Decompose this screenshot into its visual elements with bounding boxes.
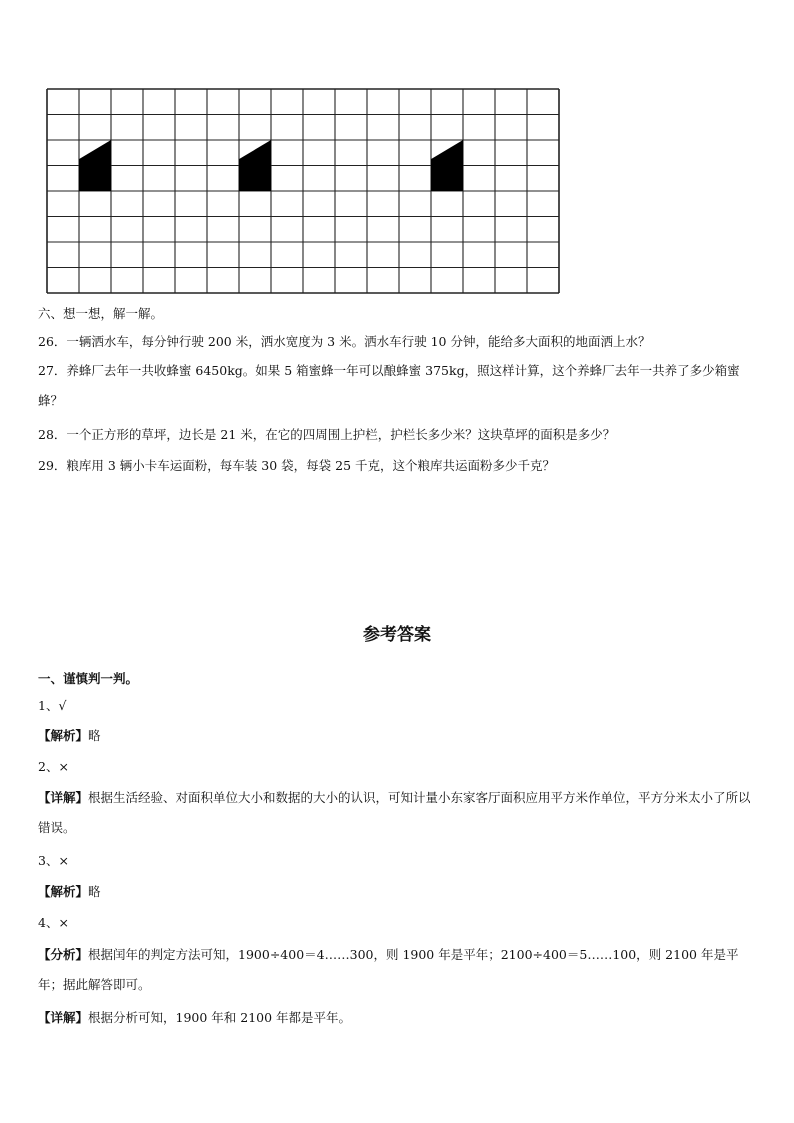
note-label: 【解析】 [38,728,89,743]
question-text: 养蜂厂去年一共收蜂蜜 6450kg。如果 5 箱蜜蜂一年可以酿蜂蜜 375kg，照这样计算，这个养蜂厂去年一共养了多少箱蜜蜂？ [38,363,740,408]
trapezoid-shape [79,140,111,191]
answer-4-mark: 4、× [38,915,69,930]
question-number: 27． [38,363,67,378]
answer-1-note [38,727,760,745]
note-label: 【详解】 [38,790,89,805]
answers-title: 参考答案 [363,625,431,645]
question-26 [38,333,760,351]
section6-heading: 六、想一想，解一解。 [38,306,164,321]
trapezoid-shape [239,140,271,191]
answers-section1-heading: 一、谨慎判一判。 [38,671,139,686]
question-27 [38,356,760,416]
question-number: 28． [38,427,67,442]
note-text: 根据闰年的判定方法可知，1900÷400＝4……300，则 1900 年是平年；2100÷400＝5……100，则 2100 年是平年；据此解答即可。 [38,947,739,992]
answer-4-analysis [38,940,760,1000]
question-29 [38,457,760,475]
grid-drawing [46,88,564,294]
note-text: 根据分析可知，1900 年和 2100 年都是平年。 [88,1010,352,1025]
square-grid-figure [46,88,564,294]
note-label: 【分析】 [38,947,89,962]
question-text: 一辆洒水车，每分钟行驶 200 米，洒水宽度为 3 米。洒水车行驶 10 分钟，能给多大面积的地面洒上水？ [66,334,651,349]
note-text: 略 [88,884,101,899]
question-text: 粮库用 3 辆小卡车运面粉，每车装 30 袋，每袋 25 千克，这个粮库共运面粉多少千克？ [66,458,556,473]
answer-2-note [38,783,760,843]
question-number: 29． [38,458,67,473]
answer-3-note [38,883,760,901]
question-text: 一个正方形的草坪，边长是 21 米，在它的四周围上护栏，护栏长多少米？这块草坪的面积是多少？ [66,427,616,442]
answer-2-mark: 2、× [38,759,69,774]
question-28 [38,426,760,444]
note-label: 【详解】 [38,1010,89,1025]
trapezoid-shape [431,140,463,191]
answer-1-mark: 1、√ [38,698,67,713]
note-text: 略 [88,728,101,743]
note-text: 根据生活经验、对面积单位大小和数据的大小的认识，可知计量小东家客厅面积应用平方米作单位，平方分米太小了所以错误。 [38,790,751,835]
answer-4-detail [38,1009,760,1027]
question-number: 26． [38,334,67,349]
note-label: 【解析】 [38,884,89,899]
answer-3-mark: 3、× [38,853,69,868]
